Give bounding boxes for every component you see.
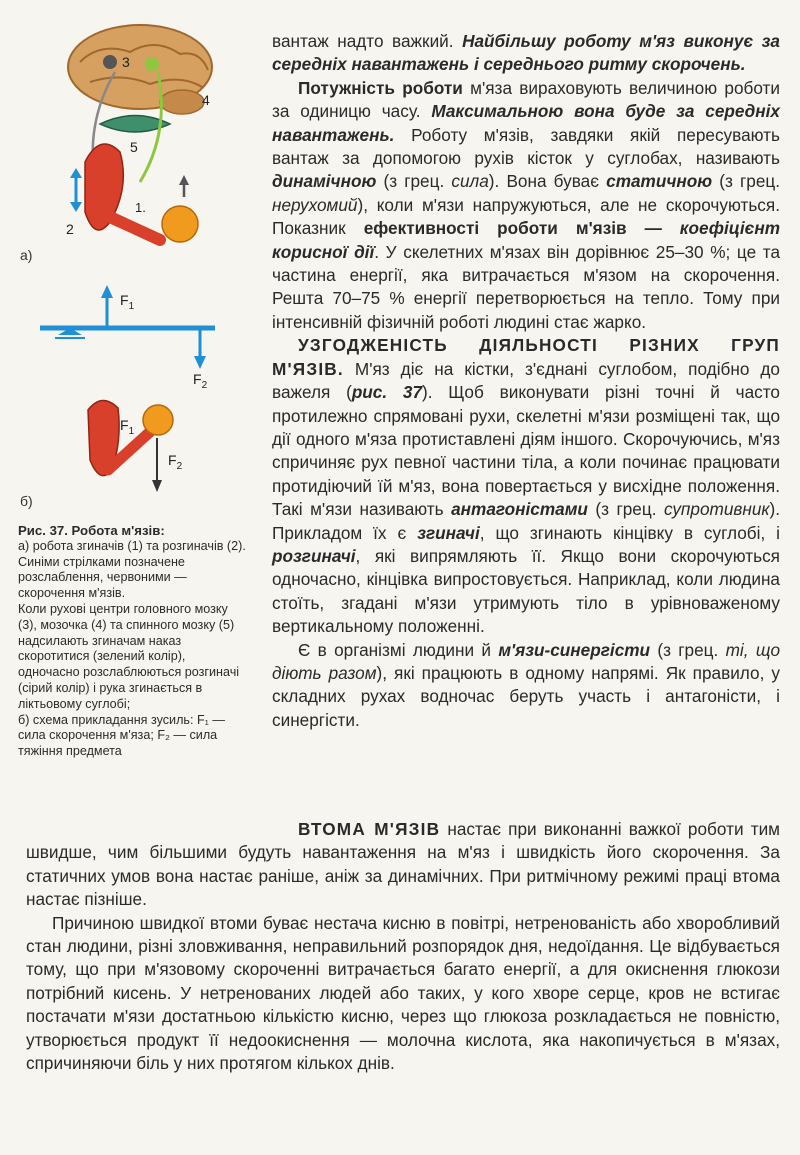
f1-label-top: $F_1$ bbox=[120, 292, 135, 312]
blue-arrow-up-head bbox=[70, 168, 82, 178]
label-5: 5 bbox=[130, 139, 138, 155]
paragraph-synergists: Є в організмі людини й м'язи-синергісти (з грец. ті, що діють разом), які працюють в одному напрямі. Як правило, у складних рухах водночас беруть участь і антагоністи, і синергісти. bbox=[272, 639, 781, 730]
paragraph-coordination: УЗГОДЖЕНІСТЬ ДІЯЛЬНОСТІ РІЗНИХ ГРУП М'ЯЗІВ. М'яз діє на кістки, з'єднані суглобом, подібно до важеля (рис. 37). Щоб виконувати різні точні й часто протилежно спрямовані рухи, скелетні м'язи розміщені так, що дії одного м'яза протиставлені діям іншого. Скорочуючись, м'яз спричиняє рух певної частини тіла, а коли починає працювати протидіючий їй м'яз, вона повертається у висхідне положення. Такі м'язи називають антагоністами (з грец. супротивник). Прикладом їх є згиначі, що згинають кінцівку в суглобі, і розгиначі, які випрямляють її. Якщо вони скорочуються одночасно, кінцівка випростовується. Наприклад, коли людина стоїть, згадані м'язи утримують тіло в урівноваженому вертикальному положенні. bbox=[272, 335, 780, 637]
caption-line-brain: Коли рухові центри головного мозку (3), мозочка (4) та спинного мозку (5) надсилають згиначам наказ скоротитися (зелений колір), одночасно розслаблюються розгиначі (сірий колір) і рука згинається в ліктьовому суглобі; bbox=[18, 601, 240, 711]
motor-center-dot bbox=[103, 55, 117, 69]
paragraph-fatigue: ВТОМА М'ЯЗІВ настає при виконанні важкої роботи тим швидше, чим більшими будуть навантаження на м'яз і швидкість його скорочення. За статичних умов вона настає раніше, аніж за динамічних. При ритмічному режимі праці втома настає пізніше. bbox=[26, 819, 780, 910]
f2-label-bottom: $F_2$ bbox=[168, 452, 183, 472]
figure-a-label: а) bbox=[20, 247, 33, 263]
label-2: 2 bbox=[66, 221, 74, 237]
label-4: 4 bbox=[202, 92, 210, 108]
f2-label-top: $F_2$ bbox=[193, 371, 208, 391]
caption-line-a: а) робота згиначів (1) та розгиначів (2). Синіми стрілками позначене розслаблення, червоними — скорочення м'язів. bbox=[18, 538, 246, 601]
green-center-dot bbox=[145, 57, 159, 71]
paragraph-work-continued: вантаж надто важкий. Найбільшу роботу м'яз виконує за середніх навантажень і середнього ритму скорочень. bbox=[272, 31, 780, 75]
lower-ball bbox=[143, 405, 173, 435]
caption-line-b: б) схема прикладання зусиль: F₁ — сила скорочення м'яза; F₂ — сила тяжіння предмета bbox=[18, 712, 226, 759]
lower-text-block bbox=[26, 818, 780, 1075]
figure-b-label: б) bbox=[20, 493, 33, 509]
f1-label-bottom: $F_1$ bbox=[120, 417, 135, 437]
gravity-arrow-head bbox=[152, 480, 162, 492]
caption-title: Рис. 37. Робота м'язів: bbox=[18, 523, 165, 538]
ball-weight bbox=[162, 206, 198, 242]
figure-caption bbox=[18, 523, 250, 760]
f2-arrow-head bbox=[194, 356, 206, 369]
label-3: 3 bbox=[122, 54, 130, 70]
f1-arrow-head bbox=[101, 285, 113, 298]
figure-a-muscle-work bbox=[40, 12, 260, 252]
main-text-column bbox=[272, 30, 780, 732]
label-1: 1. bbox=[135, 200, 146, 215]
blue-arrow-down-head bbox=[70, 202, 82, 212]
paragraph-power: Потужність роботи м'яза вираховують величиною роботи за одиницю часу. Максимальною вона буде за середніх навантажень. Роботу м'язів, завдяки якій пересувають вантаж за допомогою рухів кісток у суглобах, називають динамічною (з грец. сила). Вона буває статичною (з грец. нерухомий), коли м'язи напружуються, але не скорочуються. Показник ефективності роботи м'язів — коефіцієнт корисної дії. У скелетних м'язах він дорівнює 25–30 %; це та частина енергії, яка витрачається м'язом на скорочення. Решта 70–75 % енергії перетворюється на тепло. Тому при інтенсивній фізичній роботі людині стає жарко. bbox=[272, 77, 781, 332]
cerebellum-shape bbox=[160, 90, 204, 114]
paragraph-fatigue-causes: Причиною швидкої втоми буває нестача кисню в повітрі, нетренованість або хворобливий стан людини, різні зловживання, неправильний розпорядок дня, недоїдання. Це відбувається тому, що при м'язовому скороченні витрачається багато енергії, а для окиснення глюкози потрібний кисень. У нетренованих людей або таких, у кого хворе серце, кров не встигає постачати м'язи достатньою кількістю кисню, через що глюкоза розкладається не повністю, утворюється продукт її недоокиснення — молочна кислота, яка накопичується в м'язах, спричиняючи біль у них протягом кількох днів. bbox=[26, 912, 780, 1074]
forearm-shape bbox=[110, 217, 160, 240]
figure-b-lever-scheme bbox=[40, 280, 260, 515]
